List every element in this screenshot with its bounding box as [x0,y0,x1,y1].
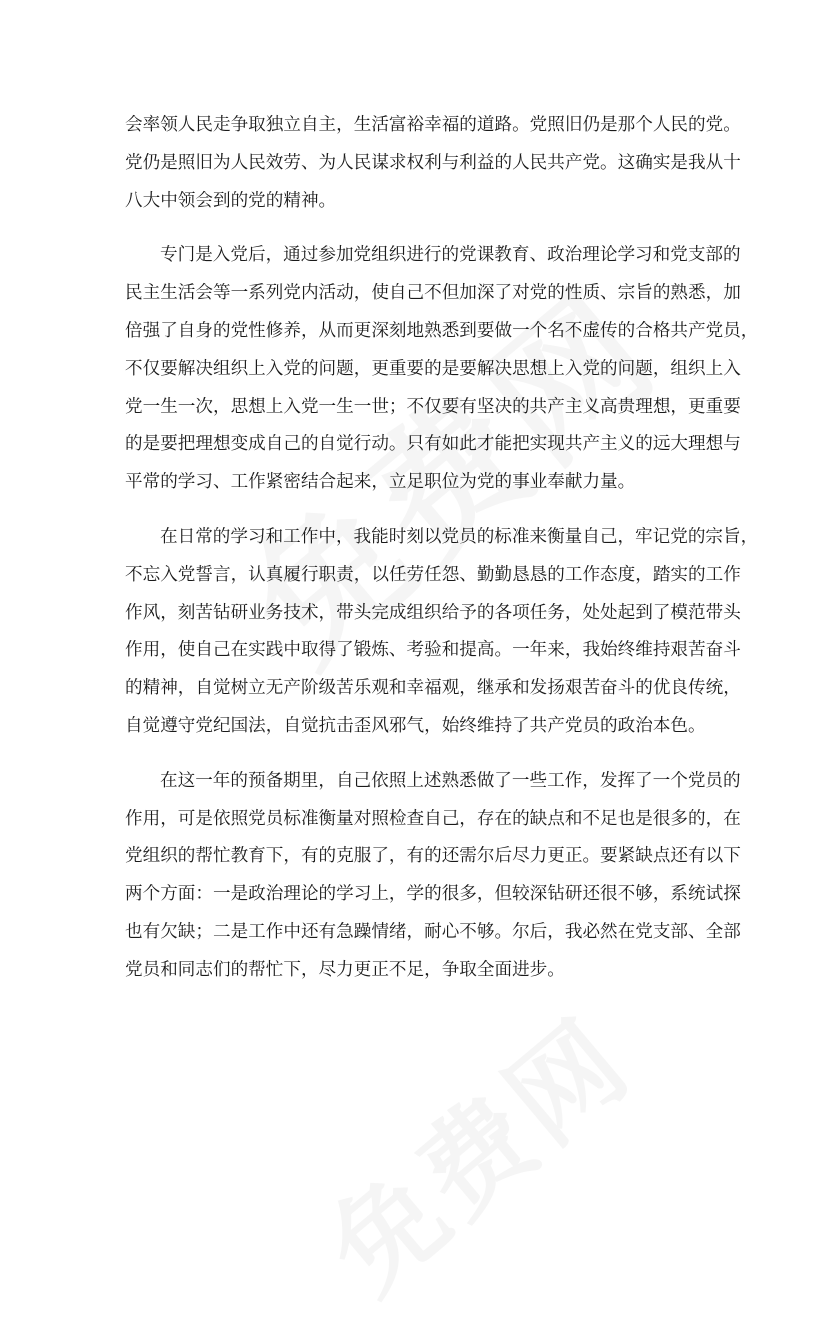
text-line: 的是要把理想变成自己的自觉行动。只有如此才能把实现共产主义的远大理想与 [125,434,741,455]
text-line: 平常的学习、工作紧密结合起来，立足职位为党的事业奉献力量。 [125,472,636,493]
text-line: 的精神，自觉树立无产阶级苦乐观和幸福观，继承和发扬艰苦奋斗的优良传统， [125,678,741,699]
text-line: 民主生活会等一系列党内活动，使自己不但加深了对党的性质、宗旨的熟悉，加 [125,283,741,304]
paragraph-4 [125,763,741,990]
text-line: 专门是入党后，通过参加党组织进行的党课教育、政治理论学习和党支部的 [160,245,741,266]
watermark [290,977,658,1321]
text-line: 不仅要解决组织上入党的问题，更重要的是要解决思想上入党的问题，组织上入 [125,358,741,379]
paragraph-2 [125,237,759,502]
text-line: 在这一年的预备期里，自己依照上述熟悉做了一些工作，发挥了一个党员的 [160,770,741,791]
text-line: 倍强了自身的党性修养，从而更深刻地熟悉到要做一个名不虚传的合格共产党员， [125,320,759,341]
text-line: 八大中领会到的党的精神。 [125,190,337,211]
paragraph-1 [125,107,741,220]
text-line: 党一生一次，思想上入党一生一世；不仅要有坚决的共产主义高贵理想，更重要 [125,396,741,417]
text-line: 党仍是照旧为人民效劳、为人民谋求权利与利益的人民共产党。这确实是我从十 [125,152,741,173]
text-line: 党组织的帮忙教育下，有的克服了，有的还需尔后尽力更正。要紧缺点还有以下 [125,846,741,867]
text-line: 在日常的学习和工作中，我能时刻以党员的标准来衡量自己，牢记党的宗旨， [160,526,759,547]
text-line: 会率领人民走争取独立自主，生活富裕幸福的道路。党照旧仍是那个人民的党。 [125,115,741,135]
text-line: 党员和同志们的帮忙下，尽力更正不足，争取全面进步。 [125,959,565,980]
text-line: 自觉遵守党纪国法，自觉抗击歪风邪气，始终维持了共产党员的政治本色。 [125,715,706,736]
text-line: 两个方面：一是政治理论的学习上，学的很多，但较深钻研还很不够，系统试探 [125,884,741,905]
body-text [125,107,759,1007]
text-line: 也有欠缺；二是工作中还有急躁情绪，耐心不够。尔后，我必然在党支部、全部 [125,921,741,942]
text-line: 作用，可是依照党员标准衡量对照检查自己，存在的缺点和不足也是很多的，在 [125,808,741,829]
text-line: 作用，使自己在实践中取得了锻炼、考验和提高。一年来，我始终维持艰苦奋斗 [125,640,741,661]
paragraph-3 [125,519,759,746]
text-line: 不忘入党誓言，认真履行职责，以任劳任怨、勤勤恳恳的工作态度，踏实的工作 [125,564,741,585]
text-line: 作风，刻苦钻研业务技术，带头完成组织给予的各项任务，处处起到了模范带头 [125,602,741,623]
